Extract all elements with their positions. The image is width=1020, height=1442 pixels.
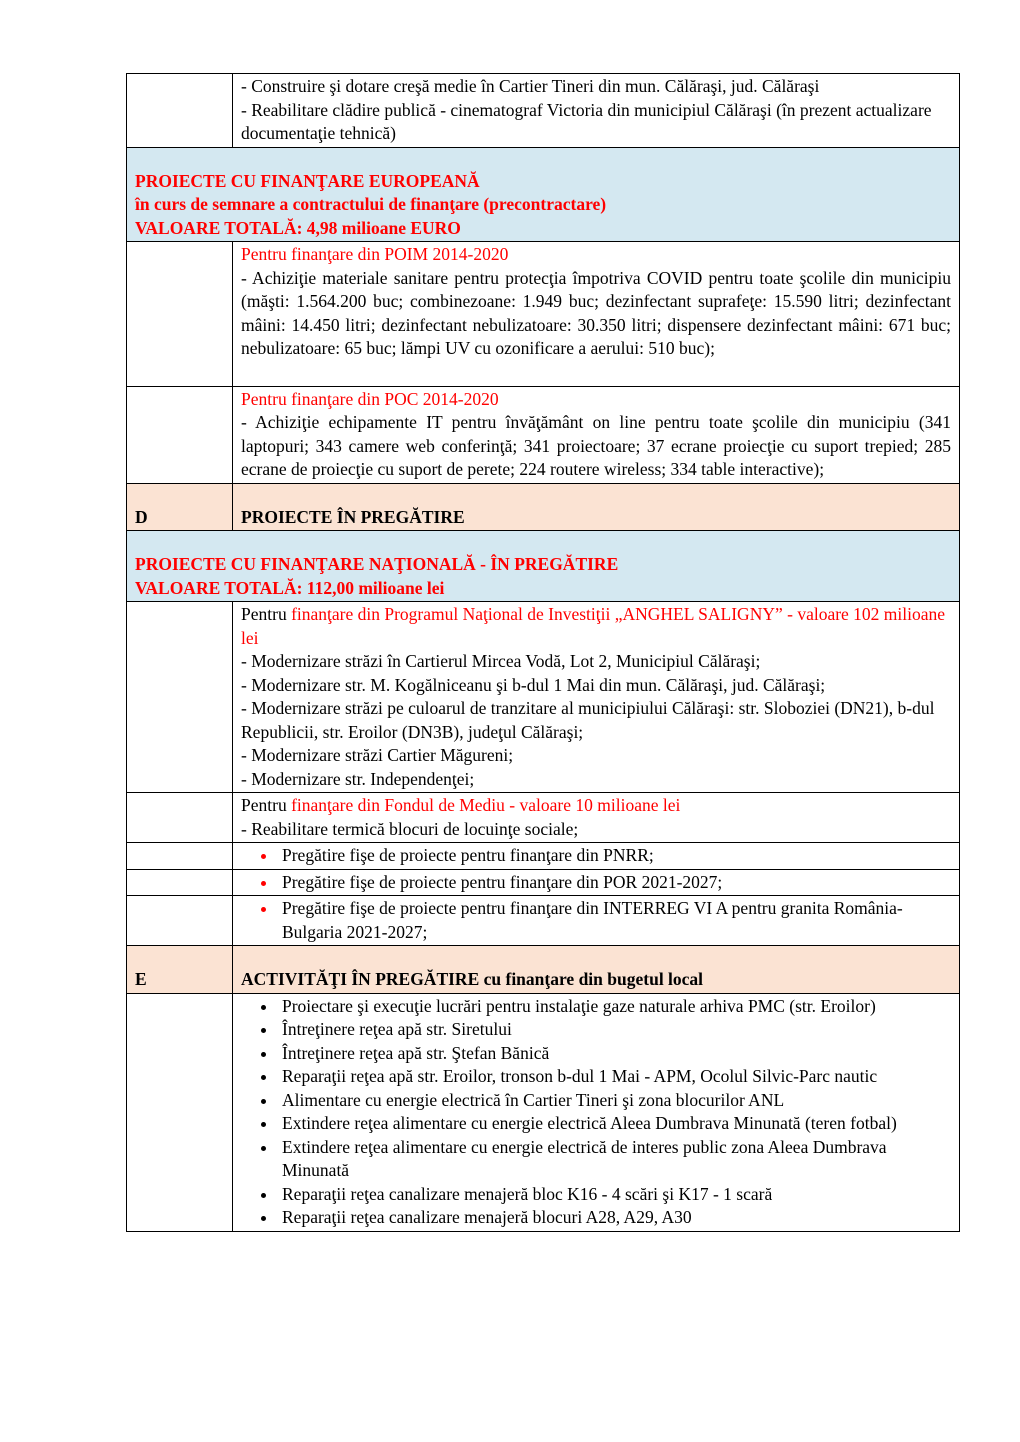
table-row (127, 993, 960, 1231)
list-item: - Modernizare str. M. Kogălniceanu şi b-dul 1 Mai din mun. Călăraşi, jud. Călăraşi; (241, 674, 826, 695)
projects-table (126, 73, 960, 1232)
list-item: • Extindere reţea alimentare cu energie electrică de interes public zona Aleea Dumbrava Minunată (278, 1136, 951, 1183)
code-cell (127, 793, 233, 843)
table-row (127, 793, 960, 843)
list-item: • Pregătire fişe de proiecte pentru finanţare din INTERREG VI A pentru granita România-Bulgaria 2021-2027; (278, 897, 951, 944)
list-item: - Modernizare străzi în Cartierul Mircea Vodă, Lot 2, Municipiul Călăraşi; (241, 651, 761, 671)
activitati-cell (233, 993, 960, 1231)
poim-cell (233, 242, 960, 387)
table-row (127, 74, 960, 148)
section-d-row (127, 483, 960, 531)
fise-list (241, 844, 951, 868)
section-e-row (127, 946, 960, 994)
list-item: • Extindere reţea alimentare cu energie electrică Aleea Dumbrava Minunată (teren fotbal) (278, 1112, 951, 1136)
fondul-mediu-cell (233, 793, 960, 843)
program-title: finanţare din Programul Naţional de Investiţii „ANGHEL SALIGNY” - valoare 102 milioane lei (241, 604, 946, 648)
program-prefix: Pentru (241, 604, 292, 624)
header-line: VALOARE TOTALĂ: 4,98 milioane EURO (135, 217, 461, 238)
code-cell (127, 843, 233, 870)
project-text: - Achiziţie materiale sanitare pentru protecţia împotriva COVID pentru toate şcolile din municipiu (măşti: 1.564.200 buc; combinezoane: 1.949 buc; dezinfectant suprafeţe: 15.590 litri; dezinfectant mâini: 14.450 litri; dezinfectant nebulizatoare: 30.350 litri; dispensere dezinfectant mâini: 671 buc; nebulizatoare: 65 buc; lămpi UV cu ozonificare a aerului: 510 buc); (241, 267, 951, 358)
table-row (127, 602, 960, 793)
list-item: - Modernizare străzi Cartier Măgureni; (241, 745, 514, 765)
fise-cell (233, 843, 960, 870)
list-item: • Întreţinere reţea apă str. Ştefan Bănică (278, 1042, 951, 1066)
list-item: - Modernizare străzi pe culoarul de tranzitare al municipiului Călăraşi: str. Sloboziei (DN21), b-dul Republicii, str. Eroilor (DN3B), judeţul Călăraşi; (241, 698, 935, 742)
list-item: • Reparaţii reţea canalizare menajeră blocuri A28, A29, A30 (278, 1206, 951, 1230)
fise-cell (233, 896, 960, 946)
poc-cell (233, 386, 960, 483)
table-row (127, 386, 960, 483)
header-line: PROIECTE CU FINANŢARE EUROPEANĂ (135, 170, 480, 191)
section-header-national (127, 531, 960, 602)
header-cell (127, 147, 960, 242)
program-title: Pentru finanţare din POIM 2014-2020 (241, 244, 509, 264)
list-item: - Reabilitare clădire publică - cinematograf Victoria din municipiul Călăraşi (în prezent actualizare documentaţie tehnică) (241, 99, 932, 143)
table-row (127, 843, 960, 870)
header-cell (127, 531, 960, 602)
list-item: • Întreţinere reţea apă str. Siretului (278, 1018, 951, 1042)
list-item: • Reparaţii reţea apă str. Eroilor, tronson b-dul 1 Mai - APM, Ocolul Silvic-Parc nautic (278, 1065, 951, 1089)
list-item: • Proiectare şi execuţie lucrări pentru instalaţie gaze naturale arhiva PMC (str. Eroilor) (278, 995, 951, 1019)
code-cell (127, 74, 233, 148)
header-line: VALOARE TOTALĂ: 112,00 milioane lei (135, 577, 445, 598)
list-item: • Pregătire fişe de proiecte pentru finanţare din POR 2021-2027; (278, 871, 951, 895)
section-code: E (127, 946, 233, 994)
program-prefix: Pentru (241, 795, 292, 815)
program-title: finanţare din Fondul de Mediu - valoare 10 milioane lei (291, 795, 681, 815)
list-item: - Construire şi dotare creşă medie în Cartier Tineri din mun. Călăraşi, jud. Călăraşi (241, 76, 820, 96)
code-cell (127, 386, 233, 483)
list-item: • Alimentare cu energie electrică în Cartier Tineri şi zona blocurilor ANL (278, 1089, 951, 1113)
list-item: • Reparaţii reţea canalizare menajeră bloc K16 - 4 scări şi K17 - 1 scară (278, 1183, 951, 1207)
project-list-cell (233, 74, 960, 148)
fise-list (241, 897, 951, 944)
code-cell (127, 896, 233, 946)
code-cell (127, 869, 233, 896)
code-cell (127, 993, 233, 1231)
saligny-cell (233, 602, 960, 793)
section-title: ACTIVITĂŢI ÎN PREGĂTIRE cu finanţare din bugetul local (233, 946, 960, 994)
program-title: Pentru finanţare din POC 2014-2020 (241, 388, 499, 409)
section-header-eu (127, 147, 960, 242)
fise-list (241, 871, 951, 895)
section-code: D (127, 483, 233, 531)
list-item: - Reabilitare termică blocuri de locuinţe sociale; (241, 818, 579, 839)
header-line: în curs de semnare a contractului de finanţare (precontractare) (135, 194, 607, 214)
table-row (127, 896, 960, 946)
list-item: - Modernizare str. Independenţei; (241, 768, 475, 789)
code-cell (127, 242, 233, 387)
project-text: - Achiziţie echipamente IT pentru învăţământ on line pentru toate şcolile din municipiu (341 laptopuri; 343 camere web conferinţă; 341 proiectoare; 37 ecrane proiecţie cu suport trepied; 285 ecrane de proiecţie cu suport de perete; 224 routere wireless; 334 table interactive); (241, 412, 951, 479)
list-item: • Pregătire fişe de proiecte pentru finanţare din PNRR; (278, 844, 951, 868)
code-cell (127, 602, 233, 793)
table-row (127, 242, 960, 387)
header-line: PROIECTE CU FINANŢARE NAŢIONALĂ - ÎN PREGĂTIRE (135, 554, 619, 574)
section-title: PROIECTE ÎN PREGĂTIRE (233, 483, 960, 531)
fise-cell (233, 869, 960, 896)
table-row (127, 869, 960, 896)
activitati-list (241, 995, 951, 1230)
